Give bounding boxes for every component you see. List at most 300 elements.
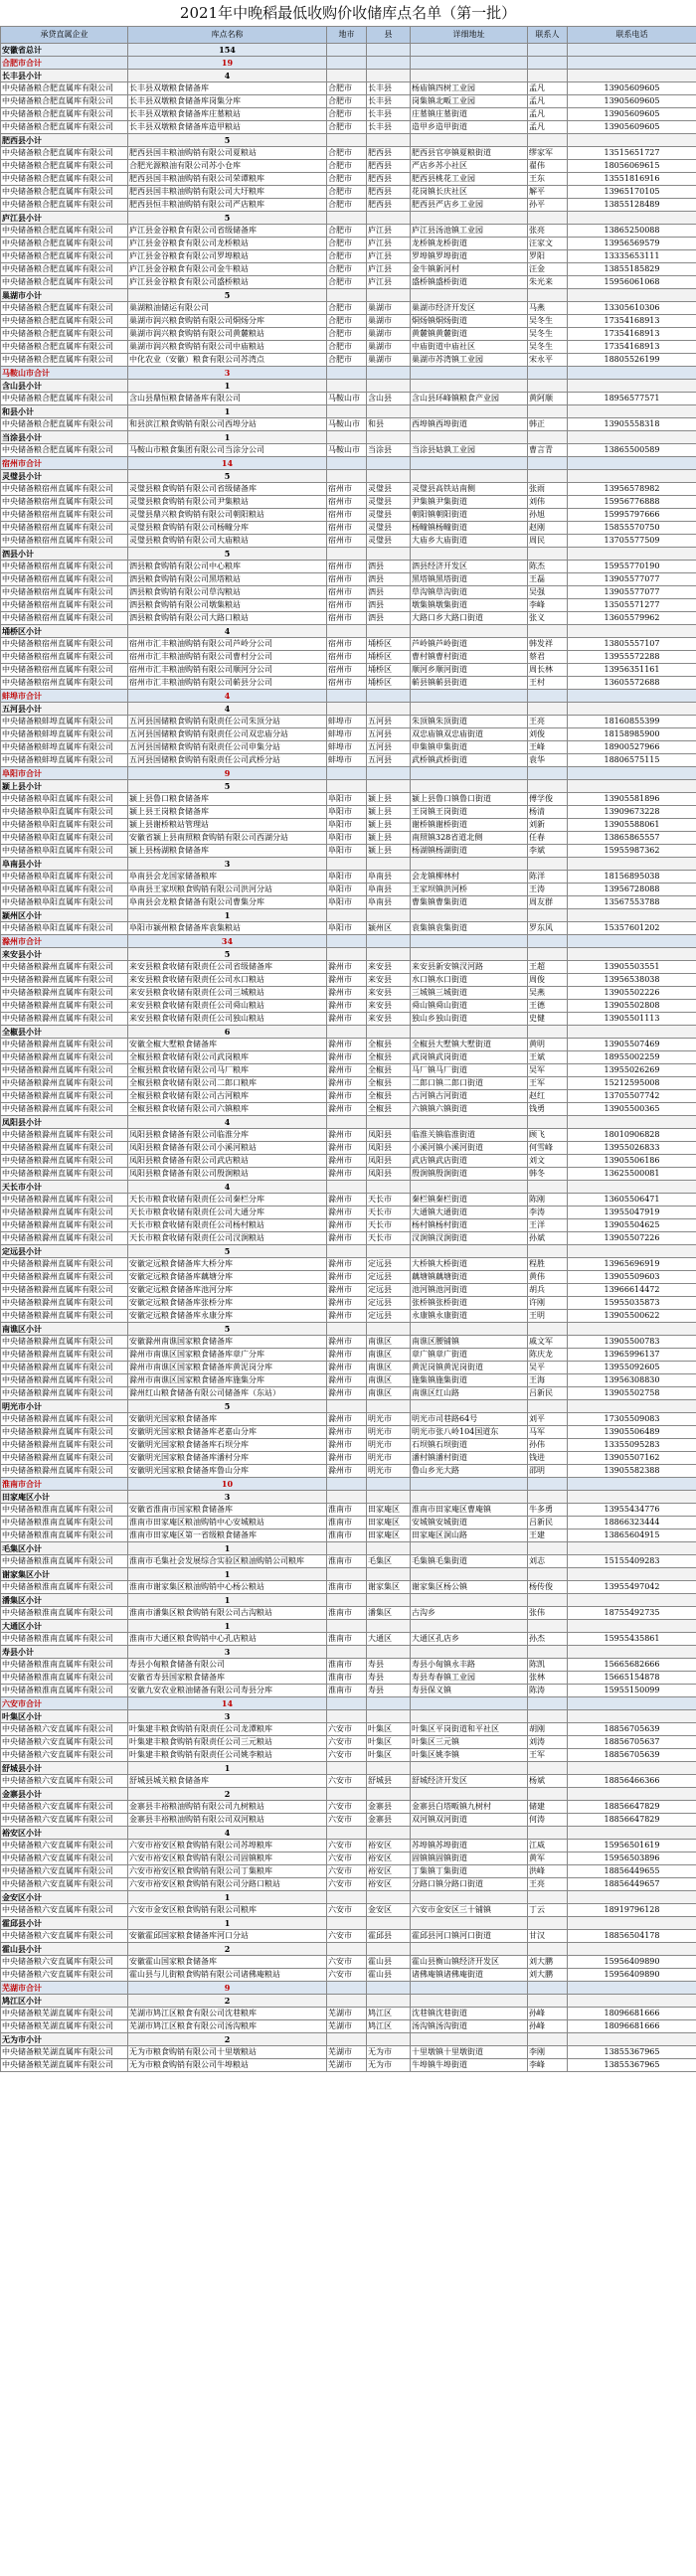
company-cell: 中央储备粮六安直属库有限公司 [1, 1814, 128, 1827]
county-cell: 鸠江区 [367, 2008, 411, 2020]
contact-cell [528, 70, 568, 82]
table-row [1, 1878, 696, 1891]
contact-cell: 解平 [528, 186, 568, 199]
county-cell: 南谯区 [367, 1349, 411, 1362]
contact-cell: 孙伟 [528, 1439, 568, 1452]
county-cell: 田家庵区 [367, 1517, 411, 1530]
contact-cell: 陈杰 [528, 561, 568, 573]
contact-cell: 傅学俊 [528, 793, 568, 806]
county-cell: 肥西县 [367, 186, 411, 199]
depot-cell: 淮南市毛集社会发展综合实验区粮油购销公司粮库 [128, 1555, 327, 1568]
depot-cell: 安徽全椒大墅粮食储备库 [128, 1039, 327, 1051]
phone-cell [568, 1245, 696, 1258]
address-cell [411, 1891, 528, 1904]
city-cell: 滁州市 [327, 1207, 367, 1219]
county-subtotal-row [1, 1620, 696, 1633]
city-cell [327, 70, 367, 82]
county-cell: 无为市 [367, 2059, 411, 2072]
phone-cell [568, 70, 696, 82]
company-cell: 定远县小计 [1, 1245, 128, 1258]
depot-cell: 10 [128, 1478, 327, 1491]
company-cell: 中央储备粮淮南直属库有限公司 [1, 1659, 128, 1672]
county-cell: 天长市 [367, 1219, 411, 1232]
company-cell: 中央储备粮滁州直属库有限公司 [1, 1129, 128, 1142]
phone-cell [568, 909, 696, 922]
county-cell: 寿县 [367, 1685, 411, 1697]
table-row [1, 199, 696, 212]
contact-cell [528, 1710, 568, 1723]
table-row [1, 354, 696, 367]
address-cell: 大通区孔店乡 [411, 1633, 528, 1646]
contact-cell: 杨传俊 [528, 1581, 568, 1594]
company-cell: 中央储备粮阜阳直属库有限公司 [1, 832, 128, 845]
contact-cell: 马军 [528, 1426, 568, 1439]
contact-cell: 许刚 [528, 1297, 568, 1310]
company-cell: 当涂县小计 [1, 431, 128, 444]
company-cell: 中央储备粮滁州直属库有限公司 [1, 1064, 128, 1077]
table-row [1, 302, 696, 315]
address-cell [411, 1594, 528, 1607]
table-row [1, 1051, 696, 1064]
contact-cell [528, 1917, 568, 1930]
address-cell: 黄麓镇黄麓街道 [411, 328, 528, 341]
table-row [1, 1207, 696, 1219]
depot-cell: 灵璧县粮食购销有限公司杨疃分库 [128, 522, 327, 535]
contact-cell [528, 1943, 568, 1956]
depot-cell: 1 [128, 405, 327, 418]
county-cell: 全椒县 [367, 1051, 411, 1064]
company-cell: 中央储备粮六安直属库有限公司 [1, 1969, 128, 1982]
depot-cell: 天长市粮食收储有限责任公司秦栏分库 [128, 1194, 327, 1207]
phone-cell: 13905609605 [568, 82, 696, 95]
phone-cell [568, 858, 696, 871]
county-cell: 裕安区 [367, 1840, 411, 1852]
depot-cell: 阜南县会龙粮食储备有限公司曹集分库 [128, 896, 327, 909]
city-cell [327, 703, 367, 716]
county-cell: 来安县 [367, 961, 411, 974]
phone-cell: 13865865557 [568, 832, 696, 845]
address-cell [411, 1762, 528, 1775]
contact-cell: 王村 [528, 677, 568, 690]
phone-cell: 13905503551 [568, 961, 696, 974]
address-cell [411, 1827, 528, 1840]
depot-cell: 巢湖粮油储运有限公司 [128, 302, 327, 315]
address-cell: 中庙街道中庙社区 [411, 341, 528, 354]
table-row [1, 1633, 696, 1646]
contact-cell: 王东 [528, 173, 568, 186]
address-cell: 肥西县官亭镇夏粮街道 [411, 147, 528, 160]
phone-cell [568, 431, 696, 444]
address-cell: 汤沟镇汤沟街道 [411, 2020, 528, 2033]
city-cell: 滁州市 [327, 1155, 367, 1168]
county-cell [367, 1323, 411, 1336]
city-total-row [1, 457, 696, 470]
depot-cell: 154 [128, 44, 327, 57]
county-subtotal-row [1, 548, 696, 561]
city-cell: 六安市 [327, 1904, 367, 1917]
address-cell [411, 1245, 528, 1258]
address-cell: 六镇镇六镇街道 [411, 1103, 528, 1116]
contact-cell: 吕新民 [528, 1517, 568, 1530]
contact-cell [528, 1891, 568, 1904]
phone-cell: 13955434776 [568, 1504, 696, 1517]
depot-cell: 14 [128, 1697, 327, 1710]
contact-cell: 刘大鹏 [528, 1969, 568, 1982]
contact-cell [528, 431, 568, 444]
phone-cell: 18856466366 [568, 1775, 696, 1788]
depot-cell: 2 [128, 2033, 327, 2046]
phone-cell: 13956351161 [568, 664, 696, 677]
depot-cell: 1 [128, 380, 327, 393]
address-cell: 施集镇施集街道 [411, 1374, 528, 1387]
company-cell: 中央储备粮六安直属库有限公司 [1, 1930, 128, 1943]
county-cell: 南谯区 [367, 1362, 411, 1374]
county-subtotal-row [1, 1917, 696, 1930]
depot-cell: 颍上县谢桥粮站管理站 [128, 819, 327, 832]
depot-cell: 中化农业（安徽）粮食有限公司苏湾点 [128, 354, 327, 367]
address-cell: 黄泥岗镇黄泥岗街道 [411, 1362, 528, 1374]
depot-cell: 合肥光源粮油有限公司苏小仓库 [128, 160, 327, 173]
address-cell: 袁集镇袁集街道 [411, 922, 528, 935]
county-subtotal-row [1, 405, 696, 418]
table-row [1, 1374, 696, 1387]
phone-cell: 13855128489 [568, 199, 696, 212]
contact-cell: 史健 [528, 1013, 568, 1026]
phone-cell: 13605572688 [568, 677, 696, 690]
city-cell [327, 1400, 367, 1413]
company-cell: 中央储备粮合肥直属库有限公司 [1, 225, 128, 238]
table-row [1, 896, 696, 909]
company-cell: 五河县小计 [1, 703, 128, 716]
city-cell: 合肥市 [327, 328, 367, 341]
company-cell: 潘集区小计 [1, 1594, 128, 1607]
company-cell: 中央储备粮滁州直属库有限公司 [1, 1194, 128, 1207]
phone-cell: 18160855399 [568, 716, 696, 728]
county-cell [367, 1478, 411, 1491]
depot-cell: 凤阳县粮食储备有限公司临淮分库 [128, 1129, 327, 1142]
depot-cell: 安徽明光国家粮食储备库 [128, 1413, 327, 1426]
phone-cell: 13955572288 [568, 651, 696, 664]
company-cell: 中央储备粮六安直属库有限公司 [1, 1904, 128, 1917]
county-cell [367, 1891, 411, 1904]
table-row [1, 1426, 696, 1439]
contact-cell [528, 858, 568, 871]
city-cell: 宿州市 [327, 638, 367, 651]
county-cell: 肥西县 [367, 160, 411, 173]
address-cell: 肥西县桃花工业园 [411, 173, 528, 186]
depot-cell: 天长市粮食收储有限责任公司汊涧粮站 [128, 1232, 327, 1245]
address-cell [411, 1116, 528, 1129]
company-cell: 中央储备粮滁州直属库有限公司 [1, 1090, 128, 1103]
contact-cell: 刘新 [528, 819, 568, 832]
county-subtotal-row [1, 1181, 696, 1194]
company-cell: 中央储备粮合肥直属库有限公司 [1, 108, 128, 121]
phone-cell [568, 1995, 696, 2008]
contact-cell [528, 380, 568, 393]
county-cell: 叶集区 [367, 1723, 411, 1736]
table-row [1, 315, 696, 328]
table-row [1, 664, 696, 677]
depot-cell: 五河县国储粮食购销有限责任公司申集分站 [128, 741, 327, 754]
table-row [1, 1258, 696, 1271]
company-cell: 毛集区小计 [1, 1542, 128, 1555]
address-cell: 蕲县镇蕲县街道 [411, 677, 528, 690]
county-cell: 灵璧县 [367, 496, 411, 509]
company-cell: 中央储备粮芜湖直属库有限公司 [1, 2008, 128, 2020]
company-cell: 金安区小计 [1, 1891, 128, 1904]
phone-cell: 13865604915 [568, 1530, 696, 1542]
address-cell: 杨村镇杨村街道 [411, 1219, 528, 1232]
address-cell [411, 935, 528, 948]
phone-cell: 18856449657 [568, 1878, 696, 1891]
county-cell: 五河县 [367, 716, 411, 728]
depot-cell: 来安县粮食收储有限责任公司省级储备库 [128, 961, 327, 974]
city-cell: 滁州市 [327, 1465, 367, 1478]
contact-cell: 张亮 [528, 225, 568, 238]
contact-cell: 陈刚 [528, 1194, 568, 1207]
company-cell: 舒城县小计 [1, 1762, 128, 1775]
depot-cell: 天长市粮食收储有限责任公司杨村粮站 [128, 1219, 327, 1232]
phone-cell [568, 457, 696, 470]
depot-table [0, 26, 696, 2072]
county-cell [367, 367, 411, 380]
contact-cell [528, 2033, 568, 2046]
city-cell: 宿州市 [327, 509, 367, 522]
city-cell: 马鞍山市 [327, 418, 367, 431]
county-subtotal-row [1, 1568, 696, 1581]
depot-cell: 全椒县粮食收储有限公司马厂粮库 [128, 1064, 327, 1077]
depot-cell: 5 [128, 780, 327, 793]
phone-cell: 18010906828 [568, 1129, 696, 1142]
address-cell [411, 780, 528, 793]
address-cell: 大通镇大通街道 [411, 1207, 528, 1219]
county-cell: 长丰县 [367, 82, 411, 95]
company-cell: 合肥市合计 [1, 57, 128, 70]
address-cell [411, 1181, 528, 1194]
table-row [1, 832, 696, 845]
phone-cell: 15956776888 [568, 496, 696, 509]
depot-cell: 淮南市大通区粮食购销中心孔店粮站 [128, 1633, 327, 1646]
company-cell: 中央储备粮宿州直属库有限公司 [1, 664, 128, 677]
table-row [1, 806, 696, 819]
city-cell [327, 1181, 367, 1194]
county-cell: 裕安区 [367, 1878, 411, 1891]
company-cell: 中央储备粮宿州直属库有限公司 [1, 496, 128, 509]
depot-cell: 3 [128, 1491, 327, 1504]
phone-cell: 13335653111 [568, 250, 696, 263]
county-cell: 五河县 [367, 741, 411, 754]
depot-cell: 宿州市汇丰粮油购销有限公司芦岭分公司 [128, 638, 327, 651]
county-subtotal-row [1, 1323, 696, 1336]
county-subtotal-row [1, 1400, 696, 1413]
company-cell: 中央储备粮淮南直属库有限公司 [1, 1633, 128, 1646]
phone-cell: 15665682666 [568, 1659, 696, 1672]
city-cell [327, 948, 367, 961]
contact-cell: 孟凡 [528, 121, 568, 134]
table-row [1, 1000, 696, 1013]
table-row [1, 741, 696, 754]
address-cell: 诸佛庵镇诸佛庵街道 [411, 1969, 528, 1982]
contact-cell: 马燕 [528, 302, 568, 315]
phone-cell [568, 44, 696, 57]
county-cell: 泗县 [367, 612, 411, 625]
county-cell: 明光市 [367, 1413, 411, 1426]
depot-cell: 来安县粮食收储有限责任公司三城粮站 [128, 987, 327, 1000]
company-cell: 中央储备粮宿州直属库有限公司 [1, 586, 128, 599]
county-cell: 天长市 [367, 1232, 411, 1245]
county-cell: 灵璧县 [367, 483, 411, 496]
phone-cell: 18856647829 [568, 1814, 696, 1827]
city-cell [327, 1594, 367, 1607]
address-cell [411, 367, 528, 380]
county-cell [367, 134, 411, 147]
county-cell: 寿县 [367, 1672, 411, 1685]
phone-cell: 15956409890 [568, 1956, 696, 1969]
company-cell: 中央储备粮滁州直属库有限公司 [1, 1413, 128, 1426]
county-cell: 灵璧县 [367, 522, 411, 535]
depot-cell: 五河县国储粮食购销有限责任公司朱顶分站 [128, 716, 327, 728]
county-cell: 颍上县 [367, 806, 411, 819]
table-row [1, 1090, 696, 1103]
table-row [1, 1142, 696, 1155]
table-row [1, 1103, 696, 1116]
city-cell [327, 1788, 367, 1801]
phone-cell [568, 1478, 696, 1491]
city-cell: 淮南市 [327, 1672, 367, 1685]
company-cell: 中央储备粮滁州直属库有限公司 [1, 1439, 128, 1452]
table-row [1, 1775, 696, 1788]
table-row [1, 1555, 696, 1568]
contact-cell: 赵刚 [528, 522, 568, 535]
depot-cell: 无为市粮食购销有限公司牛埠粮站 [128, 2059, 327, 2072]
city-cell: 合肥市 [327, 82, 367, 95]
county-cell [367, 1491, 411, 1504]
table-row [1, 1930, 696, 1943]
county-cell: 五河县 [367, 754, 411, 767]
table-row [1, 961, 696, 974]
phone-cell: 17354168913 [568, 341, 696, 354]
contact-cell [528, 1181, 568, 1194]
address-cell: 叶集区平岗街道和平社区 [411, 1723, 528, 1736]
county-cell: 长丰县 [367, 108, 411, 121]
company-cell: 中央储备粮滁州直属库有限公司 [1, 1271, 128, 1284]
company-cell: 泗县小计 [1, 548, 128, 561]
company-cell: 中央储备粮滁州直属库有限公司 [1, 1142, 128, 1155]
contact-cell: 张雨 [528, 483, 568, 496]
address-cell [411, 405, 528, 418]
contact-cell: 朱光来 [528, 276, 568, 289]
table-row [1, 1723, 696, 1736]
table-row [1, 2059, 696, 2072]
phone-cell [568, 1762, 696, 1775]
depot-cell: 5 [128, 289, 327, 302]
contact-cell: 王明 [528, 1310, 568, 1323]
contact-cell: 张义 [528, 612, 568, 625]
city-cell: 合肥市 [327, 121, 367, 134]
city-cell: 阜阳市 [327, 819, 367, 832]
address-cell: 小溪河镇小溪河街道 [411, 1142, 528, 1155]
county-cell [367, 1995, 411, 2008]
county-cell [367, 1646, 411, 1659]
address-cell [411, 1026, 528, 1039]
county-cell: 霍山县 [367, 1956, 411, 1969]
table-row [1, 573, 696, 586]
depot-cell: 六安市裕安区粮食购销有限公司苏埠粮库 [128, 1840, 327, 1852]
county-cell: 金寨县 [367, 1814, 411, 1827]
county-cell: 明光市 [367, 1452, 411, 1465]
city-cell: 合肥市 [327, 238, 367, 250]
company-cell: 马鞍山市合计 [1, 367, 128, 380]
depot-cell: 庐江县金谷粮食有限公司省级储备库 [128, 225, 327, 238]
contact-cell: 罗阳 [528, 250, 568, 263]
contact-cell: 储建 [528, 1801, 568, 1814]
company-cell: 中央储备粮六安直属库有限公司 [1, 1840, 128, 1852]
contact-cell [528, 1568, 568, 1581]
county-subtotal-row [1, 1762, 696, 1775]
company-cell: 中央储备粮阜阳直属库有限公司 [1, 819, 128, 832]
address-cell: 来安县新安镇汊河路 [411, 961, 528, 974]
contact-cell: 洪峰 [528, 1865, 568, 1878]
county-subtotal-row [1, 703, 696, 716]
company-cell: 中央储备粮淮南直属库有限公司 [1, 1607, 128, 1620]
city-cell: 阜阳市 [327, 884, 367, 896]
company-cell: 南谯区小计 [1, 1323, 128, 1336]
city-cell: 宿州市 [327, 535, 367, 548]
county-cell: 凤阳县 [367, 1168, 411, 1181]
company-cell: 谢家集区小计 [1, 1568, 128, 1581]
city-cell [327, 909, 367, 922]
phone-cell: 13515651727 [568, 147, 696, 160]
company-cell: 中央储备粮阜阳直属库有限公司 [1, 884, 128, 896]
address-cell [411, 1478, 528, 1491]
contact-cell: 程胜 [528, 1258, 568, 1271]
table-row [1, 1284, 696, 1297]
address-cell: 古沟乡 [411, 1607, 528, 1620]
city-cell: 宿州市 [327, 664, 367, 677]
county-subtotal-row [1, 1788, 696, 1801]
city-cell [327, 780, 367, 793]
city-cell: 淮南市 [327, 1504, 367, 1517]
phone-cell: 13965996137 [568, 1349, 696, 1362]
address-cell: 南照镇328省道北侧 [411, 832, 528, 845]
address-cell: 烔炀镇烔炀街道 [411, 315, 528, 328]
phone-cell [568, 767, 696, 780]
header-depot: 库点名称 [128, 27, 327, 44]
table-row [1, 328, 696, 341]
city-cell: 合肥市 [327, 354, 367, 367]
table-row [1, 1413, 696, 1426]
county-cell: 定远县 [367, 1284, 411, 1297]
phone-cell: 18158985900 [568, 728, 696, 741]
phone-cell: 18805526199 [568, 354, 696, 367]
contact-cell: 吴冬生 [528, 328, 568, 341]
phone-cell: 13905500622 [568, 1310, 696, 1323]
address-cell: 二郎口镇二郎口街道 [411, 1077, 528, 1090]
company-cell: 中央储备粮宿州直属库有限公司 [1, 522, 128, 535]
table-row [1, 108, 696, 121]
company-cell: 中央储备粮宿州直属库有限公司 [1, 599, 128, 612]
county-cell: 阜南县 [367, 884, 411, 896]
phone-cell [568, 2033, 696, 2046]
contact-cell: 吴平 [528, 1362, 568, 1374]
company-cell: 中央储备粮滁州直属库有限公司 [1, 1219, 128, 1232]
city-total-row [1, 57, 696, 70]
phone-cell: 13855367965 [568, 2059, 696, 2072]
city-cell: 滁州市 [327, 1232, 367, 1245]
table-row [1, 173, 696, 186]
phone-cell [568, 134, 696, 147]
city-cell [327, 625, 367, 638]
